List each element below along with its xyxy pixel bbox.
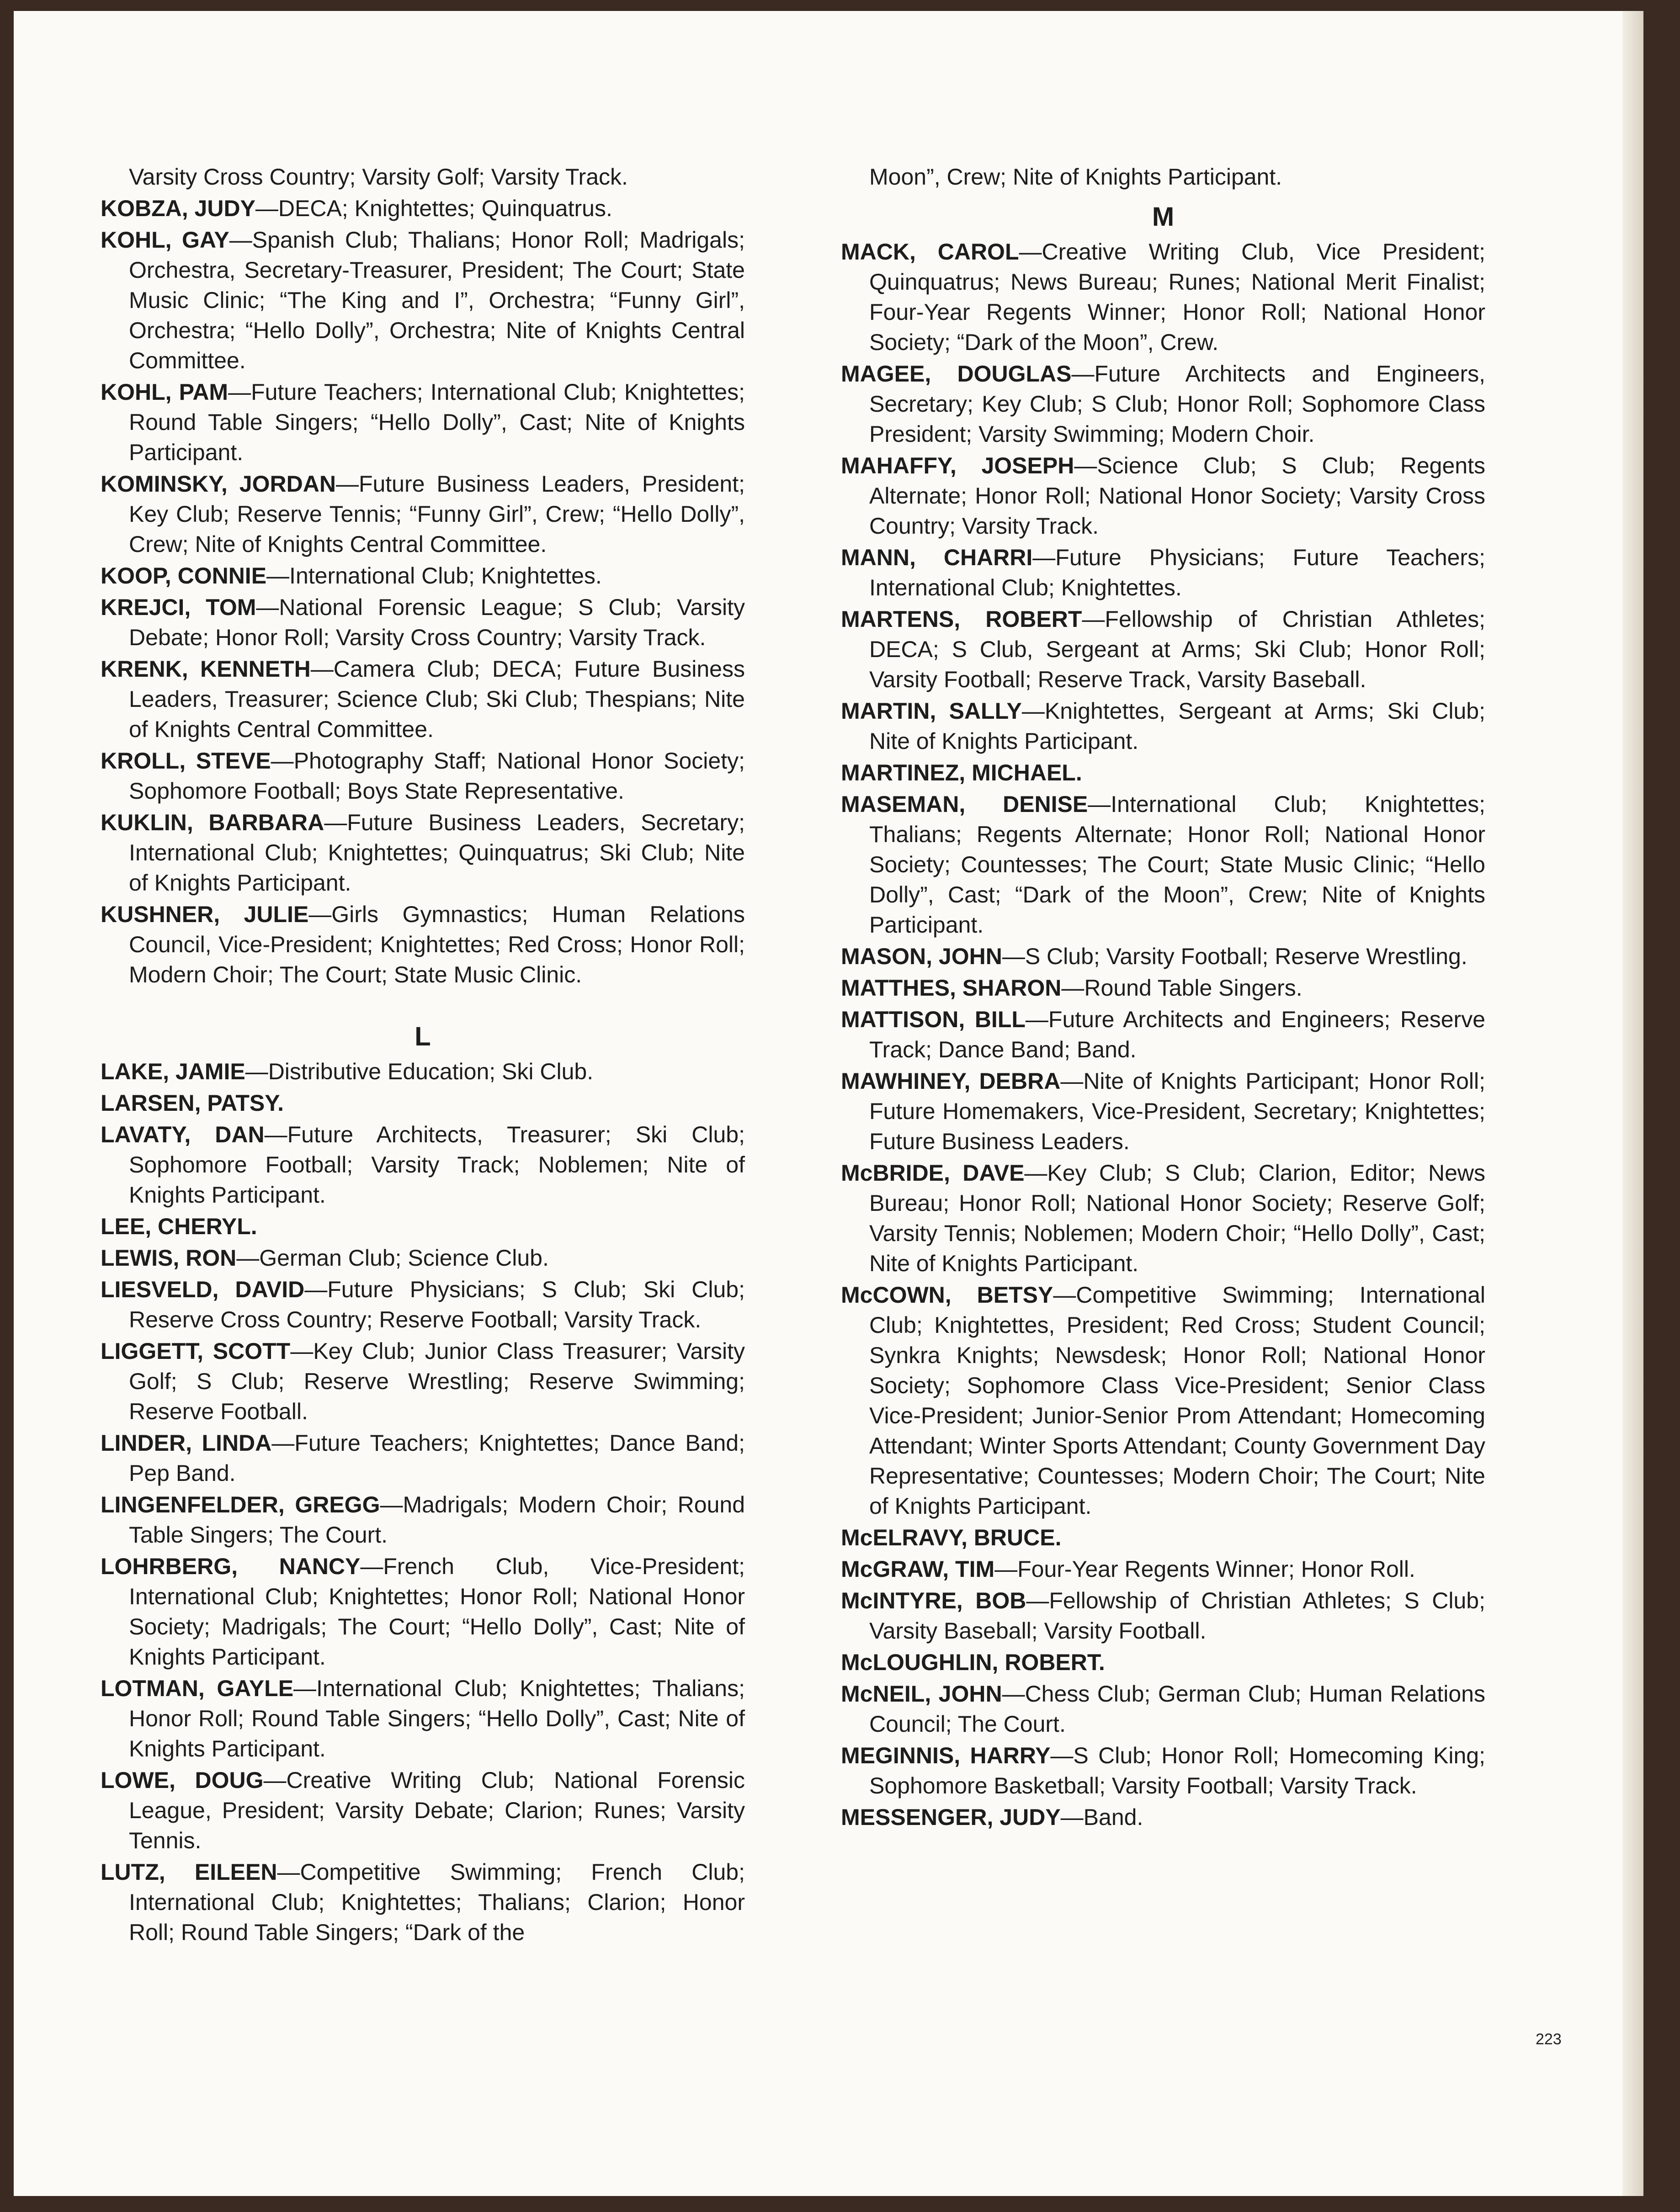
yearbook-page — [14, 11, 1643, 2196]
student-name: KOMINSKY, JORDAN — [101, 471, 336, 497]
student-activities: S Club; Honor Roll; Homecoming King; Sophomore Basketball; Varsity Football; Varsity Track. — [869, 1743, 1485, 1798]
student-activities: Future Architects, Treasurer; Ski Club; Sophomore Football; Varsity Track; Noblemen; Nite of Knights Participant. — [129, 1122, 745, 1208]
student-name: MARTENS, ROBERT — [841, 606, 1082, 632]
student-name: McBRIDE, DAVE — [841, 1160, 1025, 1186]
student-activities: Future Physicians; Future Teachers; International Club; Knightettes. — [869, 545, 1485, 600]
student-entry: MEGINNIS, HARRY—S Club; Honor Roll; Homecoming King; Sophomore Basketball; Varsity Football; Varsity Track. — [841, 1743, 1485, 1798]
student-activities: Knightettes, Sergeant at Arms; Ski Club; Nite of Knights Participant. — [869, 698, 1485, 754]
section-heading-l: L — [415, 1022, 431, 1051]
student-name: McCOWN, BETSY — [841, 1282, 1053, 1308]
student-activities: S Club; Varsity Football; Reserve Wrestling. — [1025, 944, 1467, 969]
student-entry: MASEMAN, DENISE—International Club; Knightettes; Thalians; Regents Alternate; Honor Roll; National Honor Society; Countesses; The Court; State Music Clinic; “Hello Dolly”, Cast; “Dark of the Moon”, Crew; Nite of Knights Participant. — [841, 791, 1486, 938]
student-name: LEE, CHERYL. — [101, 1214, 257, 1239]
student-entry: McGRAW, TIM—Four-Year Regents Winner; Honor Roll. — [841, 1556, 1415, 1582]
student-name: McELRAVY, BRUCE. — [841, 1525, 1062, 1550]
student-name: LUTZ, EILEEN — [101, 1859, 277, 1885]
student-activities: Nite of Knights Participant; Honor Roll; Future Homemakers, Vice-President, Secretary; Knightettes; Future Business Leaders. — [869, 1068, 1485, 1154]
page-number: 223 — [1536, 2031, 1562, 2048]
student-name: MATTISON, BILL — [841, 1007, 1026, 1032]
student-activities: Fellowship of Christian Athletes; DECA; S Club, Sergeant at Arms; Ski Club; Honor Roll; Varsity Football; Reserve Track, Varsity Baseball. — [869, 606, 1486, 692]
entry-list-l — [101, 1056, 745, 1947]
student-entry: KOBZA, JUDY—DECA; Knightettes; Quinquatrus. — [101, 196, 612, 221]
student-activities: Key Club; S Club; Clarion, Editor; News Bureau; Honor Roll; National Honor Society; Reserve Golf; Varsity Tennis; Noblemen; Modern Choir; “Hello Dolly”, Cast; Nite of Knights Participant. — [869, 1160, 1485, 1276]
student-entry: MARTENS, ROBERT—Fellowship of Christian Athletes; DECA; S Club, Sergeant at Arms; Ski Club; Honor Roll; Varsity Football; Reserve Track, Varsity Baseball. — [841, 606, 1486, 692]
student-name: LEWIS, RON — [101, 1245, 237, 1271]
student-entry: LAVATY, DAN—Future Architects, Treasurer; Ski Club; Sophomore Football; Varsity Track; Noblemen; Nite of Knights Participant. — [101, 1122, 745, 1208]
student-name: MAGEE, DOUGLAS — [841, 361, 1072, 387]
student-entry — [841, 1522, 1485, 1553]
student-entry: LUTZ, EILEEN—Competitive Swimming; French Club; International Club; Knightettes; Thalians; Clarion; Honor Roll; Round Table Singers; “Dark of the — [101, 1859, 745, 1945]
student-entry: MATTHES, SHARON—Round Table Singers. — [841, 975, 1303, 1001]
student-entry: LAKE, JAMIE—Distributive Education; Ski Club. — [101, 1059, 594, 1084]
student-entry: MATTISON, BILL—Future Architects and Engineers; Reserve Track; Dance Band; Band. — [841, 1007, 1485, 1062]
student-activities: Girls Gymnastics; Human Relations Council, Vice-President; Knightettes; Red Cross; Honor Roll; Modern Choir; The Court; State Music Clinic. — [129, 902, 745, 987]
student-name: LIGGETT, SCOTT — [101, 1338, 291, 1364]
student-name: MARTINEZ, MICHAEL. — [841, 760, 1082, 785]
section-heading-m: M — [1152, 202, 1175, 232]
student-entry: MACK, CAROL—Creative Writing Club, Vice President; Quinquatrus; News Bureau; Runes; National Merit Finalist; Four-Year Regents Winner; Honor Roll; National Honor Society; “Dark of the Moon”, Crew. — [841, 239, 1485, 355]
student-name: MACK, CAROL — [841, 239, 1019, 265]
student-entry: McBRIDE, DAVE—Key Club; S Club; Clarion, Editor; News Bureau; Honor Roll; National Honor Society; Reserve Golf; Varsity Tennis; Noblemen; Modern Choir; “Hello Dolly”, Cast; Nite of Knights Participant. — [841, 1160, 1485, 1276]
student-activities: Creative Writing Club; National Forensic League, President; Varsity Debate; Clarion; Runes; Varsity Tennis. — [129, 1767, 745, 1853]
student-name: MAHAFFY, JOSEPH — [841, 453, 1074, 478]
student-entry: McCOWN, BETSY—Competitive Swimming; International Club; Knightettes, President; Red Cross; Student Council; Synkra Knights; Newsdesk; Honor Roll; National Honor Society; Sophomore Class Vice-President; Senior Class Vice-President; Junior-Senior Prom Attendant; Homecoming Attendant; Winter Sports Attendant; County Government Day Representative; Countesses; Modern Choir; The Court; Nite of Knights Participant. — [841, 1282, 1485, 1519]
student-entry: LINGENFELDER, GREGG—Madrigals; Modern Choir; Round Table Singers; The Court. — [101, 1492, 745, 1548]
student-activities: Fellowship of Christian Athletes; S Club; Varsity Baseball; Varsity Football. — [869, 1588, 1485, 1644]
student-name: McNEIL, JOHN — [841, 1681, 1002, 1707]
student-name: KOOP, CONNIE — [101, 563, 267, 589]
right-column — [841, 162, 1485, 1834]
student-name: KOBZA, JUDY — [101, 196, 255, 221]
student-name: LINGENFELDER, GREGG — [101, 1492, 380, 1517]
student-name: MAWHINEY, DEBRA — [841, 1068, 1061, 1094]
student-activities: DECA; Knightettes; Quinquatrus. — [278, 196, 612, 221]
student-activities: Competitive Swimming; French Club; International Club; Knightettes; Thalians; Clarion; Honor Roll; Round Table Singers; “Dark of the — [129, 1859, 745, 1945]
student-activities: International Club; Knightettes. — [289, 563, 602, 589]
student-activities: Madrigals; Modern Choir; Round Table Singers; The Court. — [129, 1492, 745, 1548]
student-activities: Chess Club; German Club; Human Relations Council; The Court. — [869, 1681, 1485, 1737]
student-entry: LOTMAN, GAYLE—International Club; Knightettes; Thalians; Honor Roll; Round Table Singers; “Hello Dolly”, Cast; Nite of Knights Participant. — [101, 1676, 745, 1761]
student-name: KRENK, KENNETH — [101, 656, 311, 682]
student-entry: KOHL, PAM—Future Teachers; International Club; Knightettes; Round Table Singers; “Hello Dolly”, Cast; Nite of Knights Participant. — [101, 379, 745, 465]
student-entry: MARTIN, SALLY—Knightettes, Sergeant at Arms; Ski Club; Nite of Knights Participant. — [841, 698, 1485, 754]
student-activities: Band. — [1083, 1804, 1143, 1830]
student-name: MARTIN, SALLY — [841, 698, 1022, 724]
student-activities: Four-Year Regents Winner; Honor Roll. — [1017, 1556, 1415, 1582]
student-entry: LOHRBERG, NANCY—French Club, Vice-President; International Club; Knightettes; Honor Roll; National Honor Society; Madrigals; The Court; “Hello Dolly”, Cast; Nite of Knights Participant. — [101, 1554, 745, 1670]
student-entry: LIGGETT, SCOTT—Key Club; Junior Class Treasurer; Varsity Golf; S Club; Reserve Wrestling; Reserve Swimming; Reserve Football. — [101, 1338, 745, 1424]
student-entry: KOHL, GAY—Spanish Club; Thalians; Honor Roll; Madrigals; Orchestra, Secretary-Treasurer, President; The Court; State Music Clinic; “The King and I”, Orchestra; “Funny Girl”, Orchestra; “Hello Dolly”, Orchestra; Nite of Knights Central Committee. — [101, 227, 745, 373]
student-name: MASON, JOHN — [841, 944, 1002, 969]
student-activities: International Club; Knightettes; Thalians; Honor Roll; Round Table Singers; “Hello Dolly”, Cast; Nite of Knights Participant. — [129, 1676, 745, 1761]
student-entry: LIESVELD, DAVID—Future Physicians; S Club; Ski Club; Reserve Cross Country; Reserve Football; Varsity Track. — [101, 1277, 745, 1332]
student-entry: MAGEE, DOUGLAS—Future Architects and Engineers, Secretary; Key Club; S Club; Honor Roll; Sophomore Class President; Varsity Swimming; Modern Choir. — [841, 361, 1485, 447]
student-name: McINTYRE, BOB — [841, 1588, 1026, 1613]
student-name: McGRAW, TIM — [841, 1556, 995, 1582]
student-name: LAKE, JAMIE — [101, 1059, 245, 1084]
student-name: LARSEN, PATSY. — [101, 1090, 284, 1116]
student-name: LOTMAN, GAYLE — [101, 1676, 294, 1701]
student-entry: MANN, CHARRI—Future Physicians; Future Teachers; International Club; Knightettes. — [841, 545, 1485, 600]
student-activities: International Club; Knightettes; Thalians; Regents Alternate; Honor Roll; National Honor Society; Countesses; The Court; State Music Clinic; “Hello Dolly”, Cast; “Dark of the Moon”, Crew; Nite of Knights Participant. — [869, 791, 1486, 938]
student-activities: Future Architects and Engineers, Secretary; Key Club; S Club; Honor Roll; Sophomore Class President; Varsity Swimming; Modern Choir. — [869, 361, 1485, 447]
student-name: LAVATY, DAN — [101, 1122, 265, 1147]
student-entry — [841, 758, 1485, 788]
student-name: KOHL, GAY — [101, 227, 229, 253]
student-entry — [841, 1647, 1485, 1677]
student-activities: Future Architects and Engineers; Reserve Track; Dance Band; Band. — [869, 1007, 1485, 1062]
student-activities: Key Club; Junior Class Treasurer; Varsity Golf; S Club; Reserve Wrestling; Reserve Swimming; Reserve Football. — [129, 1338, 745, 1424]
student-entry: KRENK, KENNETH—Camera Club; DECA; Future Business Leaders, Treasurer; Science Club; Ski Club; Thespians; Nite of Knights Central Committee. — [101, 656, 745, 742]
student-activities: Future Teachers; International Club; Knightettes; Round Table Singers; “Hello Dolly”, Cast; Nite of Knights Participant. — [129, 379, 745, 465]
student-entry: MASON, JOHN—S Club; Varsity Football; Reserve Wrestling. — [841, 944, 1467, 969]
student-entry: KREJCI, TOM—National Forensic League; S Club; Varsity Debate; Honor Roll; Varsity Cross Country; Varsity Track. — [101, 594, 745, 650]
student-name: KUKLIN, BARBARA — [101, 810, 324, 835]
student-name: LINDER, LINDA — [101, 1430, 272, 1456]
student-name: KOHL, PAM — [101, 379, 229, 405]
student-name: LOHRBERG, NANCY — [101, 1554, 361, 1579]
left-column — [101, 162, 745, 1949]
student-activities: Future Physicians; S Club; Ski Club; Reserve Cross Country; Reserve Football; Varsity Track. — [129, 1277, 745, 1332]
student-name: MANN, CHARRI — [841, 545, 1033, 570]
student-entry: KROLL, STEVE—Photography Staff; National Honor Society; Sophomore Football; Boys State Representative. — [101, 748, 745, 804]
student-name: KREJCI, TOM — [101, 594, 256, 620]
student-name: KUSHNER, JULIE — [101, 902, 309, 927]
student-name: MATTHES, SHARON — [841, 975, 1062, 1001]
student-name: McLOUGHLIN, ROBERT. — [841, 1650, 1105, 1675]
continuation-text: Varsity Cross Country; Varsity Golf; Varsity Track. — [129, 164, 628, 190]
student-activities: Science Club; S Club; Regents Alternate; Honor Roll; National Honor Society; Varsity Cross Country; Varsity Track. — [869, 453, 1485, 539]
entry-list-m — [841, 237, 1485, 1832]
student-name: MESSENGER, JUDY — [841, 1804, 1061, 1830]
student-entry: KOOP, CONNIE—International Club; Knightettes. — [101, 563, 602, 589]
student-name: MASEMAN, DENISE — [841, 791, 1088, 817]
entry-list-k — [101, 193, 745, 990]
student-entry — [101, 1088, 745, 1118]
student-activities: Future Teachers; Knightettes; Dance Band; Pep Band. — [129, 1430, 745, 1486]
student-activities: Photography Staff; National Honor Society; Sophomore Football; Boys State Representative. — [129, 748, 745, 804]
student-activities: Camera Club; DECA; Future Business Leaders, Treasurer; Science Club; Ski Club; Thespians; Nite of Knights Central Committee. — [129, 656, 745, 742]
student-activities: Spanish Club; Thalians; Honor Roll; Madrigals; Orchestra, Secretary-Treasurer, President; The Court; State Music Clinic; “The King and I”, Orchestra; “Funny Girl”, Orchestra; “Hello Dolly”, Orchestra; Nite of Knights Central Committee. — [129, 227, 745, 373]
student-activities: Distributive Education; Ski Club. — [268, 1059, 594, 1084]
student-entry: LOWE, DOUG—Creative Writing Club; National Forensic League, President; Varsity Debate; Clarion; Runes; Varsity Tennis. — [101, 1767, 745, 1853]
student-entry: McINTYRE, BOB—Fellowship of Christian Athletes; S Club; Varsity Baseball; Varsity Football. — [841, 1588, 1485, 1644]
student-entry: KUSHNER, JULIE—Girls Gymnastics; Human Relations Council, Vice-President; Knightettes; Red Cross; Honor Roll; Modern Choir; The Court; State Music Clinic. — [101, 902, 745, 987]
page-edge — [1622, 11, 1643, 2196]
student-entry: KUKLIN, BARBARA—Future Business Leaders, Secretary; International Club; Knightettes; Quinquatrus; Ski Club; Nite of Knights Participant. — [101, 810, 745, 896]
student-name: LOWE, DOUG — [101, 1767, 264, 1793]
student-activities: Competitive Swimming; International Club; Knightettes, President; Red Cross; Student Council; Synkra Knights; Newsdesk; Honor Roll; National Honor Society; Sophomore Class Vice-President; Senior Class Vice-President; Junior-Senior Prom Attendant; Homecoming Attendant; Winter Sports Attendant; County Government Day Representative; Countesses; Modern Choir; The Court; Nite of Knights Participant. — [869, 1282, 1485, 1519]
student-entry: MAWHINEY, DEBRA—Nite of Knights Participant; Honor Roll; Future Homemakers, Vice-President, Secretary; Knightettes; Future Business Leaders. — [841, 1068, 1485, 1154]
student-activities: Future Business Leaders, President; Key Club; Reserve Tennis; “Funny Girl”, Crew; “Hello Dolly”, Crew; Nite of Knights Central Committee. — [129, 471, 745, 557]
student-entry — [101, 1211, 745, 1241]
student-entry: LEWIS, RON—German Club; Science Club. — [101, 1245, 549, 1271]
student-activities: Round Table Singers. — [1084, 975, 1303, 1001]
student-activities: French Club, Vice-President; International Club; Knightettes; Honor Roll; National Honor Society; Madrigals; The Court; “Hello Dolly”, Cast; Nite of Knights Participant. — [129, 1554, 745, 1670]
student-entry: McNEIL, JOHN—Chess Club; German Club; Human Relations Council; The Court. — [841, 1681, 1485, 1737]
student-activities: Creative Writing Club, Vice President; Quinquatrus; News Bureau; Runes; National Merit Finalist; Four-Year Regents Winner; Honor Roll; National Honor Society; “Dark of the Moon”, Crew. — [869, 239, 1485, 355]
student-entry: KOMINSKY, JORDAN—Future Business Leaders, President; Key Club; Reserve Tennis; “Funny Girl”, Crew; “Hello Dolly”, Crew; Nite of Knights Central Committee. — [101, 471, 745, 557]
student-entry: MAHAFFY, JOSEPH—Science Club; S Club; Regents Alternate; Honor Roll; National Honor Society; Varsity Cross Country; Varsity Track. — [841, 453, 1485, 539]
student-entry: LINDER, LINDA—Future Teachers; Knightettes; Dance Band; Pep Band. — [101, 1430, 745, 1486]
continuation-text: Moon”, Crew; Nite of Knights Participant. — [869, 164, 1282, 190]
student-activities: National Forensic League; S Club; Varsity Debate; Honor Roll; Varsity Cross Country; Varsity Track. — [129, 594, 745, 650]
student-activities: German Club; Science Club. — [259, 1245, 549, 1271]
student-name: KROLL, STEVE — [101, 748, 271, 774]
student-name: MEGINNIS, HARRY — [841, 1743, 1051, 1768]
student-entry: MESSENGER, JUDY—Band. — [841, 1804, 1143, 1830]
student-activities: Future Business Leaders, Secretary; International Club; Knightettes; Quinquatrus; Ski Club; Nite of Knights Participant. — [129, 810, 745, 896]
student-name: LIESVELD, DAVID — [101, 1277, 305, 1302]
